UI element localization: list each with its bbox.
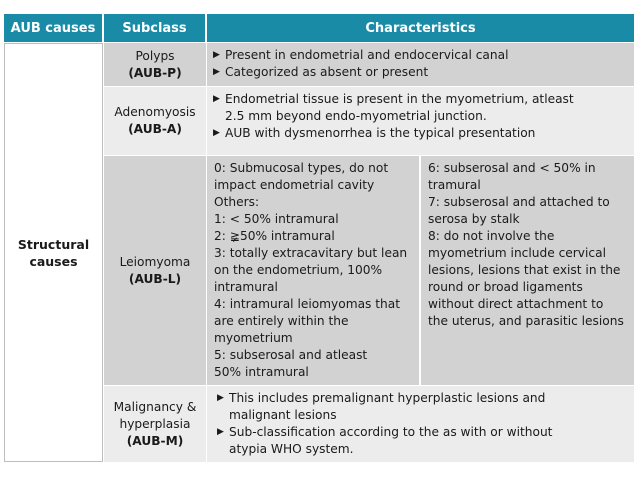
subclass-leiomyoma bbox=[104, 156, 206, 385]
triangle-bullet-icon: ▶ bbox=[217, 427, 224, 437]
subclass-adenomyosis-name: Adenomyosis bbox=[114, 105, 196, 119]
triangle-bullet-icon: ▶ bbox=[213, 128, 220, 138]
leiomyoma-types-6-8: 6: subserosal and < 50% in tramural 7: subserosal and attached to serosa by stalk 8: do not involve the myometrium include cervical lesions, lesions that exist in the round or broad ligaments without direct attachment to the uterus, and parasitic lesions bbox=[421, 156, 634, 385]
list-item: ▶ Sub-classification according to the as with or without bbox=[217, 425, 553, 439]
list-item: ▶ This includes premalignant hyperplastic lesions and bbox=[217, 391, 546, 405]
list-item: ▶ AUB with dysmenorrhea is the typical presentation bbox=[213, 126, 536, 140]
subclass-polyps bbox=[104, 43, 206, 86]
triangle-bullet-icon: ▶ bbox=[217, 393, 224, 403]
list-item: 2.5 mm beyond endo-myometrial junction. bbox=[225, 109, 487, 123]
subclass-adenomyosis bbox=[104, 87, 206, 155]
subclass-polyps-code: (AUB-P) bbox=[128, 65, 182, 80]
malignancy-characteristics: ▶ This includes premalignant hyperplastic lesions and malignant lesions ▶ Sub-classification according to the as with or without atypia WHO system. bbox=[207, 386, 634, 462]
subclass-adenomyosis-code: (AUB-A) bbox=[128, 122, 182, 136]
triangle-bullet-icon: ▶ bbox=[213, 67, 220, 77]
polyps-characteristics bbox=[207, 43, 634, 86]
subclass-polyps-name: Polyps bbox=[135, 48, 175, 63]
list-item: ▶ Present in endometrial and endocervical canal bbox=[213, 48, 509, 62]
subclass-leiomyoma-name: Leiomyoma bbox=[119, 254, 191, 269]
header-subclass: Subclass bbox=[104, 14, 205, 42]
triangle-bullet-icon: ▶ bbox=[213, 50, 220, 60]
header-aub-causes: AUB causes bbox=[4, 14, 102, 42]
list-item: ▶ Endometrial tissue is present in the myometrium, atleast bbox=[213, 92, 574, 106]
header-characteristics: Characteristics bbox=[207, 14, 634, 42]
adenomyosis-characteristics bbox=[207, 87, 634, 155]
structural-causes-label: Structural causes bbox=[4, 43, 103, 462]
list-item: ▶ Categorized as absent or present bbox=[213, 65, 429, 79]
leiomyoma-types-0-5: 0: Submucosal types, do not impact endometrial cavity Others: 1: < 50% intramural 2: ≩50% intramural 3: totally extracavitary but lean on the endometrium, 100% intramural 4: intramural leiomyomas that are entirely within the myometrium 5: subserosal and atleast 50% intramural bbox=[207, 156, 419, 385]
subclass-malignancy: Malignancy & hyperplasia (AUB-M) bbox=[104, 386, 206, 462]
subclass-malignancy-code: (AUB-M) bbox=[126, 433, 184, 448]
triangle-bullet-icon: ▶ bbox=[213, 94, 220, 104]
subclass-leiomyoma-code: (AUB-L) bbox=[128, 271, 182, 286]
